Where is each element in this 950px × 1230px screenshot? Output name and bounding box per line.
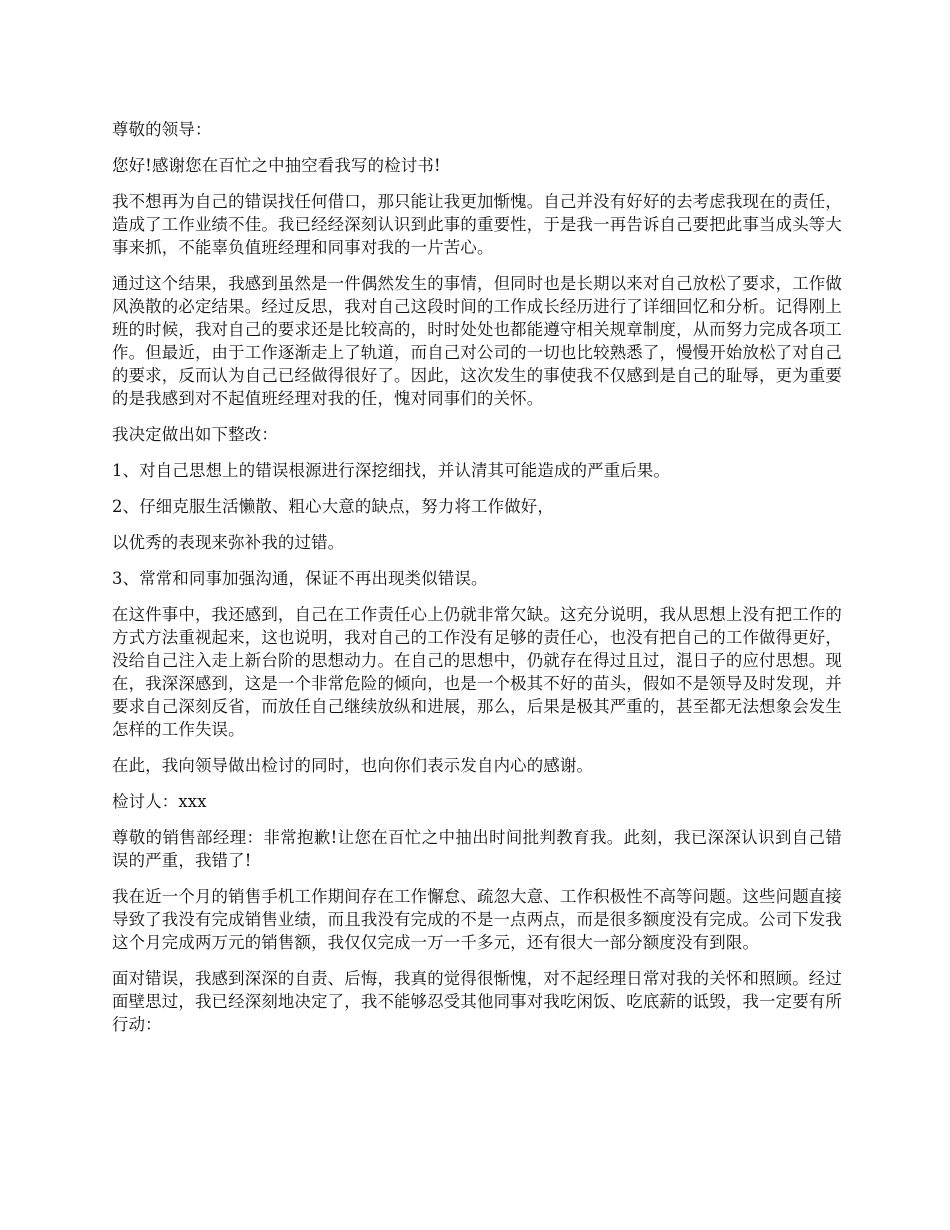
second-letter-opening: 尊敬的销售部经理：非常抱歉!让您在百忙之中抽出时间批判教育我。此刻，我已深深认识到自己错误的严重，我错了! (112, 828, 842, 870)
correction-item-3: 3、常常和同事加强沟通，保证不再出现类似错误。 (112, 569, 488, 588)
greeting: 您好!感谢您在百忙之中抽空看我写的检讨书! (112, 156, 441, 175)
signature-line: 检讨人：xxx (112, 792, 207, 811)
correction-item-2-continued: 以优秀的表现来弥补我的过错。 (112, 533, 345, 552)
document-page (112, 118, 842, 1049)
correction-item-2: 2、仔细克服生活懒散、粗心大意的缺点，努力将工作做好， (112, 497, 554, 516)
paragraph-apology: 我不想再为自己的错误找任何借口，那只能让我更加惭愧。自己并没有好好的去考虑我现在的责任，造成了工作业绩不佳。我已经经深刻认识到此事的重要性，于是我一再告诉自己要把此事当成头等大事来抓，不能辜负值班经理和同事对我的一片苦心。 (112, 192, 842, 257)
paragraph-reflection: 通过这个结果，我感到虽然是一件偶然发生的事情，但同时也是长期以来对自己放松了要求，工作做风涣散的必定结果。经过反思，我对自己这段时间的工作成长经历进行了详细回忆和分析。记得刚上班的时候，我对自己的要求还是比较高的，时时处处也都能遵守相关规章制度，从而努力完成各项工作。但最近，由于工作逐渐走上了轨道，而自己对公司的一切也比较熟悉了，慢慢开始放松了对自己的要求，反而认为自己已经做得很好了。因此，这次发生的事使我不仅感到是自己的耻辱，更为重要的是我感到对不起值班经理对我的任，愧对同事们的关怀。 (112, 274, 842, 408)
corrections-heading: 我决定做出如下整改： (112, 425, 278, 444)
salutation: 尊敬的领导： (112, 120, 212, 139)
paragraph-responsibility: 在这件事中，我还感到，自己在工作责任心上仍就非常欠缺。这充分说明，我从思想上没有把工作的方式方法重视起来，这也说明，我对自己的工作没有足够的责任心，也没有把自己的工作做得更好，没给自己注入走上新台阶的思想动力。在自己的思想中，仍就存在得过且过，混日子的应付思想。现在，我深深感到，这是一个非常危险的倾向，也是一个极其不好的苗头，假如不是领导及时发现，并要求自己深刻反省，而放任自己继续放纵和进展，那么，后果是极其严重的，甚至都无法想象会发生怎样的工作失误。 (112, 605, 842, 739)
correction-item-1: 1、对自己思想上的错误根源进行深挖细找，并认清其可能造成的严重后果。 (112, 461, 671, 480)
paragraph-thanks: 在此，我向领导做出检讨的同时，也向你们表示发自内心的感谢。 (112, 756, 594, 775)
paragraph-sales-problems: 我在近一个月的销售手机工作期间存在工作懈怠、疏忽大意、工作积极性不高等问题。这些问题直接导致了我没有完成销售业绩，而且我没有完成的不是一点两点，而是很多额度没有完成。公司下发我这个月完成两万元的销售额，我仅仅完成一万一千多元，还有很大一部分额度没有到限。 (112, 887, 842, 952)
paragraph-remorse: 面对错误，我感到深深的自责、后悔，我真的觉得很惭愧，对不起经理日常对我的关怀和照顾。经过面壁思过，我已经深刻地决定了，我不能够忍受其他同事对我吃闲饭、吃底薪的诋毁，我一定要有所行动： (112, 969, 842, 1034)
